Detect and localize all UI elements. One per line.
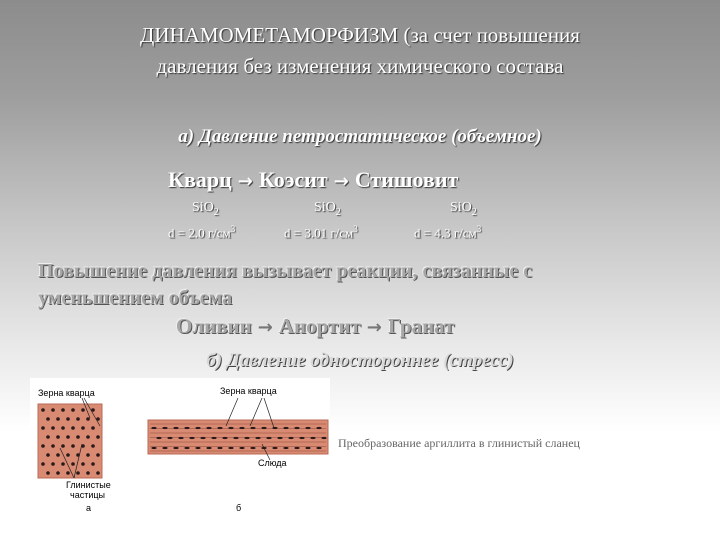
clay-particle: [46, 471, 50, 475]
clay-particle: [71, 444, 75, 448]
quartz-grain: [184, 427, 189, 429]
quartz-grain: [206, 427, 211, 429]
quartz-grain: [156, 437, 161, 439]
pressure-statement-line-2: уменьшением объема: [38, 287, 233, 309]
quartz-grain: [195, 447, 200, 449]
clay-particle: [81, 462, 85, 466]
clay-particle: [76, 435, 80, 439]
quartz-grain: [151, 447, 156, 449]
clay-particle: [66, 453, 70, 457]
clay-particle: [91, 462, 95, 466]
formula-quartz: SiO$_2$: [192, 200, 219, 218]
clay-particle: [61, 462, 65, 466]
label-panel-a: а: [86, 503, 92, 513]
clay-particle: [51, 462, 55, 466]
quartz-grain: [173, 427, 178, 429]
clay-particle: [66, 435, 70, 439]
clay-particle: [56, 417, 60, 421]
clay-particle: [76, 417, 80, 421]
clay-particle: [71, 462, 75, 466]
mineral-quartz: Кварц: [168, 167, 232, 192]
quartz-grain: [266, 437, 271, 439]
clay-particle: [91, 444, 95, 448]
quartz-grain: [217, 447, 222, 449]
arrow-icon: →: [237, 171, 253, 192]
mineral-sequence: [168, 167, 458, 193]
label-mica: Слюда: [258, 458, 287, 468]
clay-particle: [46, 435, 50, 439]
section-b-heading: б) Давление одностороннее (стресс): [206, 350, 514, 371]
quartz-grain: [288, 437, 293, 439]
clay-particle: [51, 408, 55, 412]
quartz-grain: [250, 427, 255, 429]
quartz-grain: [173, 447, 178, 449]
quartz-grain: [316, 427, 321, 429]
formula-stishovite: SiO$_2$: [450, 200, 477, 218]
quartz-grain: [195, 427, 200, 429]
quartz-grain: [228, 447, 233, 449]
clay-particle: [46, 417, 50, 421]
density-quartz: d = 2.0 $г/см^3$: [168, 224, 236, 241]
quartz-grain: [206, 447, 211, 449]
mineral-coesite: Коэсит: [258, 167, 328, 192]
quartz-grain: [167, 437, 172, 439]
rock-transformation-figure: [30, 378, 330, 516]
quartz-grain: [217, 427, 222, 429]
clay-particle: [71, 408, 75, 412]
pressure-statement: [38, 258, 698, 312]
clay-particle: [91, 426, 95, 430]
quartz-grain: [222, 437, 227, 439]
clay-particle: [61, 444, 65, 448]
quartz-grain: [255, 437, 260, 439]
pressure-statement-line-1: Повышение давления вызывает реакции, связанные с: [38, 260, 533, 282]
title-line-1: ДИНАМОМЕТАМОРФИЗМ (за счет повышения: [140, 23, 580, 47]
label-quartz-grains-a: Зерна кварца: [38, 388, 95, 398]
clay-particle: [56, 471, 60, 475]
quartz-grain: [294, 427, 299, 429]
section-a-heading: а) Давление петростатическое (объемное): [178, 126, 542, 147]
clay-particle: [81, 408, 85, 412]
clay-particle: [76, 471, 80, 475]
argillite-block: [38, 404, 102, 478]
clay-particle: [96, 471, 100, 475]
label-clay-particles-1: Глинистые: [66, 480, 111, 490]
label-clay-particles-2: частицы: [70, 490, 105, 500]
slide-title: [40, 20, 680, 82]
quartz-grain: [162, 447, 167, 449]
label-panel-b: б: [236, 503, 242, 513]
quartz-grain: [250, 447, 255, 449]
clay-particle: [41, 408, 45, 412]
density-coesite: d = 3.01 $г/см^3$: [284, 224, 358, 241]
clay-particle: [86, 417, 90, 421]
quartz-grain: [305, 427, 310, 429]
mineral-olivine: Оливин: [176, 314, 252, 338]
clay-particle: [86, 471, 90, 475]
quartz-grain: [261, 427, 266, 429]
clay-particle: [66, 417, 70, 421]
clay-particle: [96, 435, 100, 439]
quartz-grain: [283, 447, 288, 449]
reaction-sequence-2: [176, 314, 454, 339]
quartz-grain: [310, 437, 315, 439]
quartz-grain: [277, 437, 282, 439]
quartz-grain: [178, 437, 183, 439]
quartz-grain: [184, 447, 189, 449]
quartz-grain: [283, 427, 288, 429]
clay-particle: [56, 453, 60, 457]
clay-particle: [46, 453, 50, 457]
arrow-icon: →: [366, 317, 382, 338]
clay-particle: [81, 426, 85, 430]
figure-caption: Преобразование аргиллита в глинистый сланец: [338, 436, 580, 450]
clay-particle: [41, 444, 45, 448]
quartz-grain: [239, 427, 244, 429]
clay-particle: [41, 462, 45, 466]
clay-particle: [41, 426, 45, 430]
quartz-grain: [211, 437, 216, 439]
clay-particle: [71, 426, 75, 430]
clay-particle: [96, 453, 100, 457]
clay-particle: [61, 408, 65, 412]
clay-particle: [51, 444, 55, 448]
clay-particle: [86, 453, 90, 457]
density-stishovite: d = 4.3 $г/см^3$: [414, 224, 482, 241]
quartz-grain: [162, 427, 167, 429]
mineral-garnet: Гранат: [387, 314, 455, 338]
clay-particle: [61, 426, 65, 430]
figure-svg: [30, 378, 330, 516]
clay-particle: [86, 435, 90, 439]
quartz-grain: [244, 437, 249, 439]
quartz-grain: [299, 437, 304, 439]
quartz-grain: [239, 447, 244, 449]
quartz-grain: [228, 427, 233, 429]
quartz-grain: [272, 447, 277, 449]
quartz-grain: [189, 437, 194, 439]
quartz-grain: [200, 437, 205, 439]
clay-particle: [66, 471, 70, 475]
quartz-grain: [316, 447, 321, 449]
quartz-grain: [233, 437, 238, 439]
quartz-grain: [321, 437, 326, 439]
mineral-anorthite: Анортит: [278, 314, 361, 338]
quartz-grain: [272, 427, 277, 429]
clay-particle: [51, 426, 55, 430]
clay-particle: [56, 435, 60, 439]
quartz-grain: [294, 447, 299, 449]
arrow-icon: →: [257, 317, 273, 338]
quartz-grain: [151, 427, 156, 429]
label-quartz-grains-b: Зерна кварца: [220, 386, 277, 396]
arrow-icon: →: [333, 171, 349, 192]
mineral-stishovite: Стишовит: [354, 167, 459, 192]
quartz-grain: [305, 447, 310, 449]
formula-coesite: SiO$_2$: [314, 200, 341, 218]
title-line-2: давления без изменения химического состава: [156, 54, 564, 78]
